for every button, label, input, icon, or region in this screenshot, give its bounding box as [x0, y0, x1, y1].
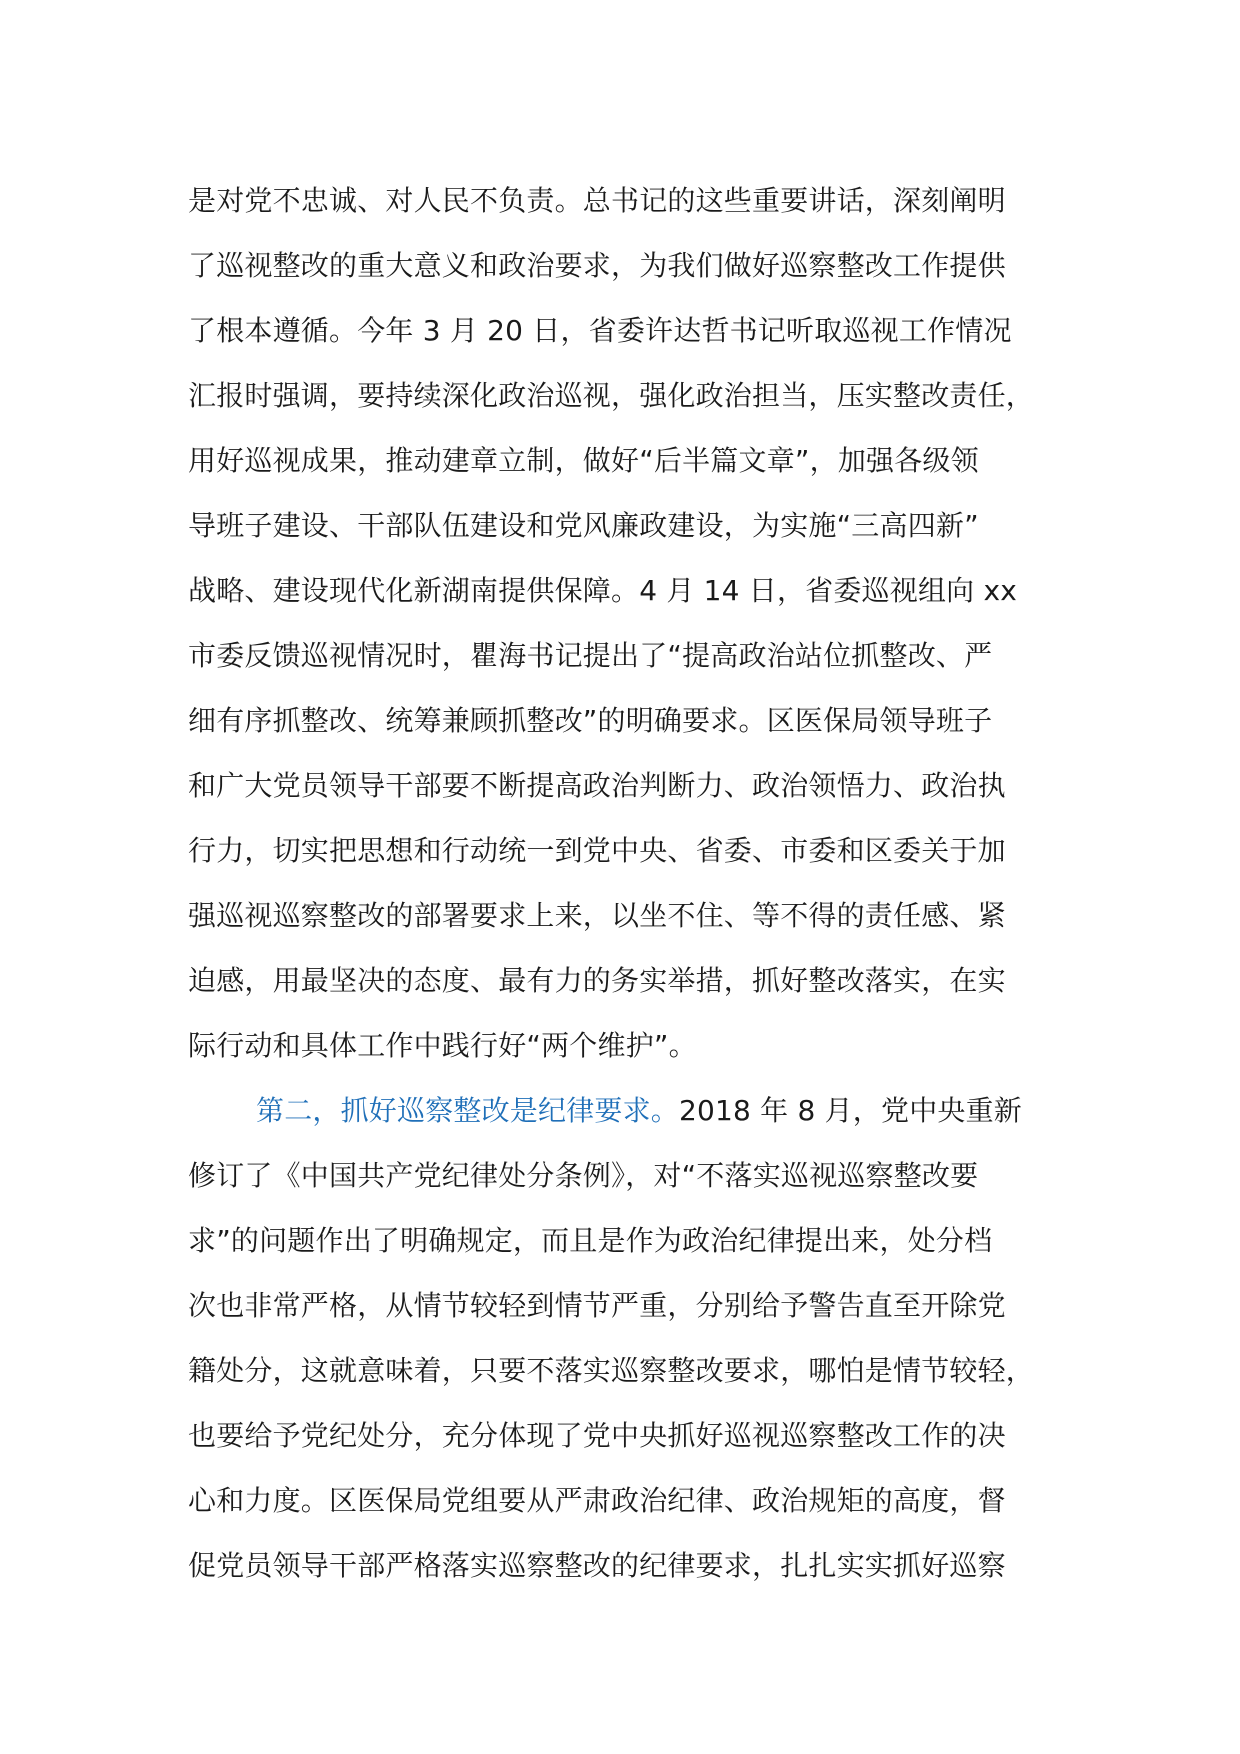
text-line: 籍处分，这就意味着，只要不落实巡察整改要求，哪怕是情节较轻， — [188, 1354, 1035, 1387]
text-line: 细有序抓整改、统筹兼顾抓整改”的明确要求。区医保局领导班子 — [188, 704, 993, 737]
text-line: 了巡视整改的重大意义和政治要求，为我们做好巡察整改工作提供 — [188, 249, 1006, 282]
text-line: 是对党不忠诚、对人民不负责。总书记的这些重要讲话，深刻阐明 — [188, 184, 1006, 217]
text-line: 市委反馈巡视情况时，瞿海书记提出了“提高政治站位抓整改、严 — [188, 639, 993, 672]
text-line: 际行动和具体工作中践行好“两个维护”。 — [188, 1029, 697, 1062]
body-text — [188, 168, 1068, 1598]
section-heading: 第二，抓好巡察整改是纪律要求。 — [256, 1094, 680, 1127]
text-line: 和广大党员领导干部要不断提高政治判断力、政治领悟力、政治执 — [188, 769, 1006, 802]
text-line: 心和力度。区医保局党组要从严肃政治纪律、政治规矩的高度，督 — [188, 1484, 1006, 1517]
text-line: 修订了《中国共产党纪律处分条例》，对“不落实巡视巡察整改要 — [188, 1159, 979, 1192]
text-line: 用好巡视成果，推动建章立制，做好“后半篇文章”，加强各级领 — [188, 444, 979, 477]
text-line: 促党员领导干部严格落实巡察整改的纪律要求，扎扎实实抓好巡察 — [188, 1549, 1006, 1582]
text-line: 次也非常严格，从情节较轻到情节严重，分别给予警告直至开除党 — [188, 1289, 1006, 1322]
text-line: 行力，切实把思想和行动统一到党中央、省委、市委和区委关于加 — [188, 834, 1006, 867]
text-fragment: 2018 年 8 月，党中央重新 — [679, 1094, 1022, 1127]
text-line: 汇报时强调，要持续深化政治巡视，强化政治担当，压实整改责任， — [188, 379, 1035, 412]
text-line: 战略、建设现代化新湖南提供保障。4 月 14 日，省委巡视组向 xx — [188, 574, 1017, 607]
text-line: 求”的问题作出了明确规定，而且是作为政治纪律提出来，处分档 — [188, 1224, 993, 1257]
text-line: 迫感，用最坚决的态度、最有力的务实举措，抓好整改落实，在实 — [188, 964, 1006, 997]
text-line: 导班子建设、干部队伍建设和党风廉政建设，为实施“三高四新” — [188, 509, 979, 542]
text-line: 了根本遵循。今年 3 月 20 日，省委许达哲书记听取巡视工作情况 — [188, 314, 1012, 347]
text-line: 强巡视巡察整改的部署要求上来，以坐不住、等不得的责任感、紧 — [188, 899, 1006, 932]
paragraph-first-line — [188, 1078, 1068, 1143]
text-line: 也要给予党纪处分，充分体现了党中央抓好巡视巡察整改工作的决 — [188, 1419, 1006, 1452]
